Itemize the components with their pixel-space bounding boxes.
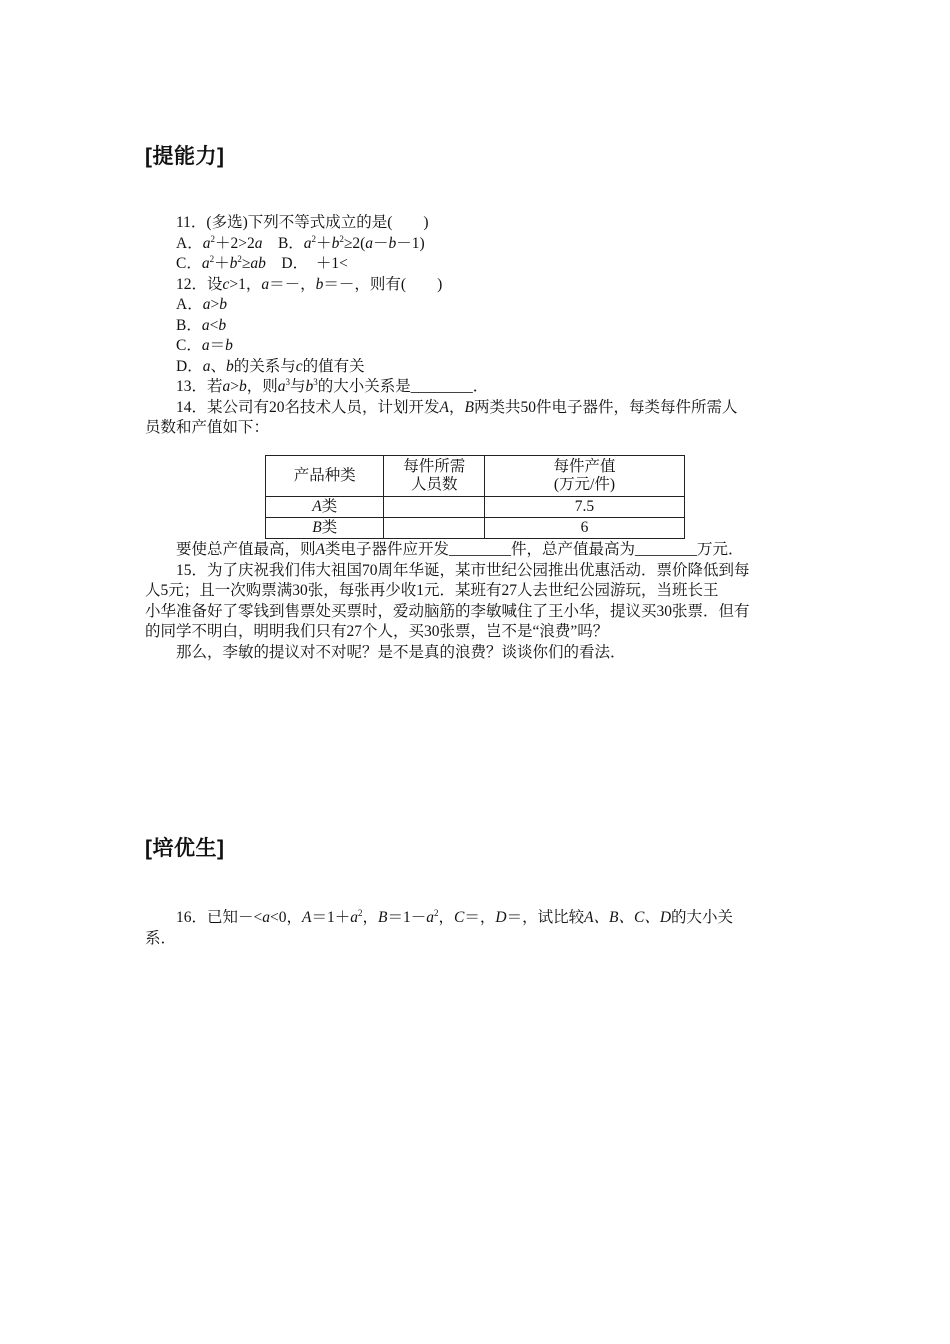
row-a-people — [384, 497, 485, 518]
product-table — [265, 455, 685, 539]
row-b-people — [384, 518, 485, 539]
row-b-value: 6 — [484, 518, 684, 539]
q13-stem: 13．若a>b，则$a^3$与$b^3$的大小关系是________． — [176, 377, 489, 395]
q12-option-b: B．a<b — [176, 316, 227, 334]
table-row — [266, 497, 685, 518]
header-people: 每件所需 人员数 — [384, 456, 485, 497]
q15-line5: 那么，李敏的提议对不对呢？是不是真的浪费？谈谈你们的看法． — [176, 643, 626, 661]
q12-option-d: D．a、b的关系与c的值有关 — [176, 357, 365, 375]
q14-line1: 14．某公司有20名技术人员，计划开发A，B两类共50件电子器件，每类每件所需人 — [176, 398, 738, 416]
header-product-type: 产品种类 — [266, 456, 384, 497]
questions-block — [145, 213, 805, 439]
q15-line4: 的同学不明白，明明我们只有27个人，买30张票，岂不是“浪费”吗？ — [145, 623, 609, 640]
q15-line2: 人5元；且一次购票满30张，每张再少收1元．某班有27人去世纪公园游玩，当班长王 — [145, 582, 719, 599]
q11-stem: 11．(多选)下列不等式成立的是( ) — [176, 214, 429, 231]
row-b-type: B类 — [266, 518, 384, 539]
row-a-value: 7.5 — [484, 497, 684, 518]
q12-option-a: A．a>b — [176, 296, 227, 313]
table-header-row — [266, 456, 685, 497]
q16-line1: 16．已知－<a<0，$A=1+a^2$，$B=1-a^2$，C＝，D＝，试比较A、B、C、D的大小关 — [176, 908, 734, 926]
questions-block-2 — [145, 540, 805, 663]
q15-line1: 15．为了庆祝我们伟大祖国70周年华诞，某市世纪公园推出优惠活动．票价降低到每 — [176, 561, 750, 579]
question-16-block — [145, 908, 805, 949]
q14-line2: 员数和产值如下： — [145, 419, 270, 436]
q12-option-c: C．a＝b — [176, 337, 233, 354]
q14-after: 要使总产值最高，则A类电子器件应开发________件，总产值最高为________万元． — [176, 541, 744, 558]
section-heading-excel: [培优生] — [145, 837, 225, 860]
q11-options-ab: A．$a^2+2>2a$ B．$a^2+b^2\ge 2(a-b-1)$ — [176, 233, 425, 252]
q12-stem: 12．设c>1，a＝－，b＝－，则有( ) — [176, 275, 443, 293]
q15-line3: 小华准备好了零钱到售票处买票时，爱动脑筋的李敏喊住了王小华，提议买30张票．但有 — [145, 602, 750, 620]
row-a-type: A类 — [266, 497, 384, 518]
section-heading-improve: [提能力] — [145, 145, 225, 168]
q16-line2: 系． — [145, 929, 177, 947]
header-value: 每件产值 (万元/件) — [484, 456, 684, 497]
q11-options-cd: C．$a^2+b^2\ge ab$ D． ＋1< — [176, 254, 348, 272]
table-row — [266, 518, 685, 539]
